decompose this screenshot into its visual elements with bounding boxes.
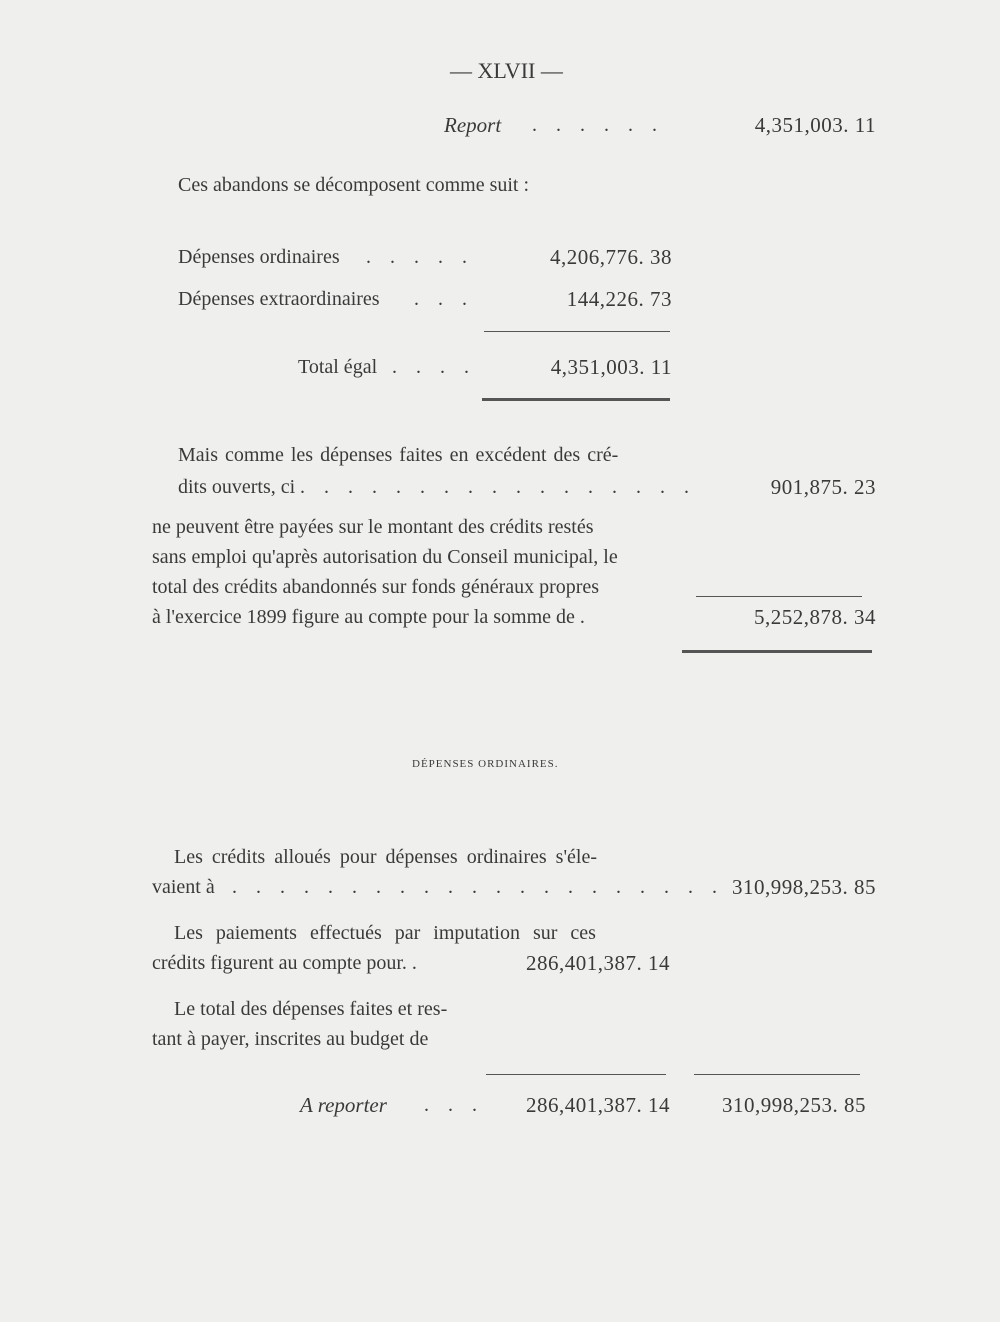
ordinary-line: tant à payer, inscrites au budget de [152, 1028, 429, 1050]
subtotal-rule [484, 331, 670, 332]
breakdown-row-label: Dépenses extraordinaires [178, 288, 380, 310]
excess-para-line: ne peuvent être payées sur le montant des crédits restés [152, 516, 594, 538]
carry-rule-left [486, 1074, 666, 1075]
excess-para-line: à l'exercice 1899 figure au compte pour la somme de . [152, 606, 585, 628]
excess-line: dits ouverts, ci [178, 476, 296, 498]
report-label: Report [444, 113, 502, 137]
ordinary-line: Les paiements effectués par imputation sur ces [174, 922, 596, 944]
carry-dots: . . . [424, 1094, 484, 1116]
report-amount: 4,351,003. 11 [754, 113, 876, 137]
total-amount: 4,351,003. 11 [550, 355, 672, 379]
grand-total-amount: 5,252,878. 34 [754, 605, 876, 629]
carry-label: A reporter [300, 1093, 387, 1117]
breakdown-row-amount: 144,226. 73 [566, 287, 672, 311]
breakdown-row-dots: . . . . . [366, 246, 474, 268]
grand-total-rule [696, 596, 862, 597]
excess-para-line: total des crédits abandonnés sur fonds généraux propres [152, 576, 600, 598]
excess-amount: 901,875. 23 [770, 475, 876, 499]
carry-amount-right: 310,998,253. 85 [722, 1093, 866, 1117]
grand-total-double-rule [682, 650, 872, 653]
ordinary-dots: . . . . . . . . . . . . . . . . . . . . . [232, 876, 724, 898]
breakdown-row-amount: 4,206,776. 38 [550, 245, 672, 269]
total-double-rule [482, 398, 670, 401]
ordinary-line: Les crédits alloués pour dépenses ordinaires s'éle- [174, 846, 598, 868]
page-number: — XLVII — [450, 58, 563, 83]
breakdown-row-dots: . . . [414, 288, 474, 310]
carry-amount-left: 286,401,387. 14 [526, 1093, 670, 1117]
breakdown-row-label: Dépenses ordinaires [178, 246, 340, 268]
carry-rule-right [694, 1074, 860, 1075]
ordinary-line: vaient à [152, 876, 215, 898]
excess-dots: . . . . . . . . . . . . . . . . . [300, 476, 696, 498]
section-heading: DÉPENSES ORDINAIRES. [412, 758, 559, 770]
total-dots: . . . . [392, 356, 476, 378]
ordinary-line: crédits figurent au compte pour. . [152, 952, 417, 974]
excess-line: Mais comme les dépenses faites en excédent des cré- [178, 444, 619, 466]
credits-amount: 310,998,253. 85 [732, 875, 876, 899]
excess-para-line: sans emploi qu'après autorisation du Conseil municipal, le [152, 546, 618, 568]
payments-amount: 286,401,387. 14 [526, 951, 670, 975]
ordinary-line: Le total des dépenses faites et res- [174, 998, 448, 1020]
total-label: Total égal [298, 356, 378, 378]
breakdown-intro: Ces abandons se décomposent comme suit : [178, 174, 530, 196]
report-dots: . . . . . . [532, 114, 664, 136]
